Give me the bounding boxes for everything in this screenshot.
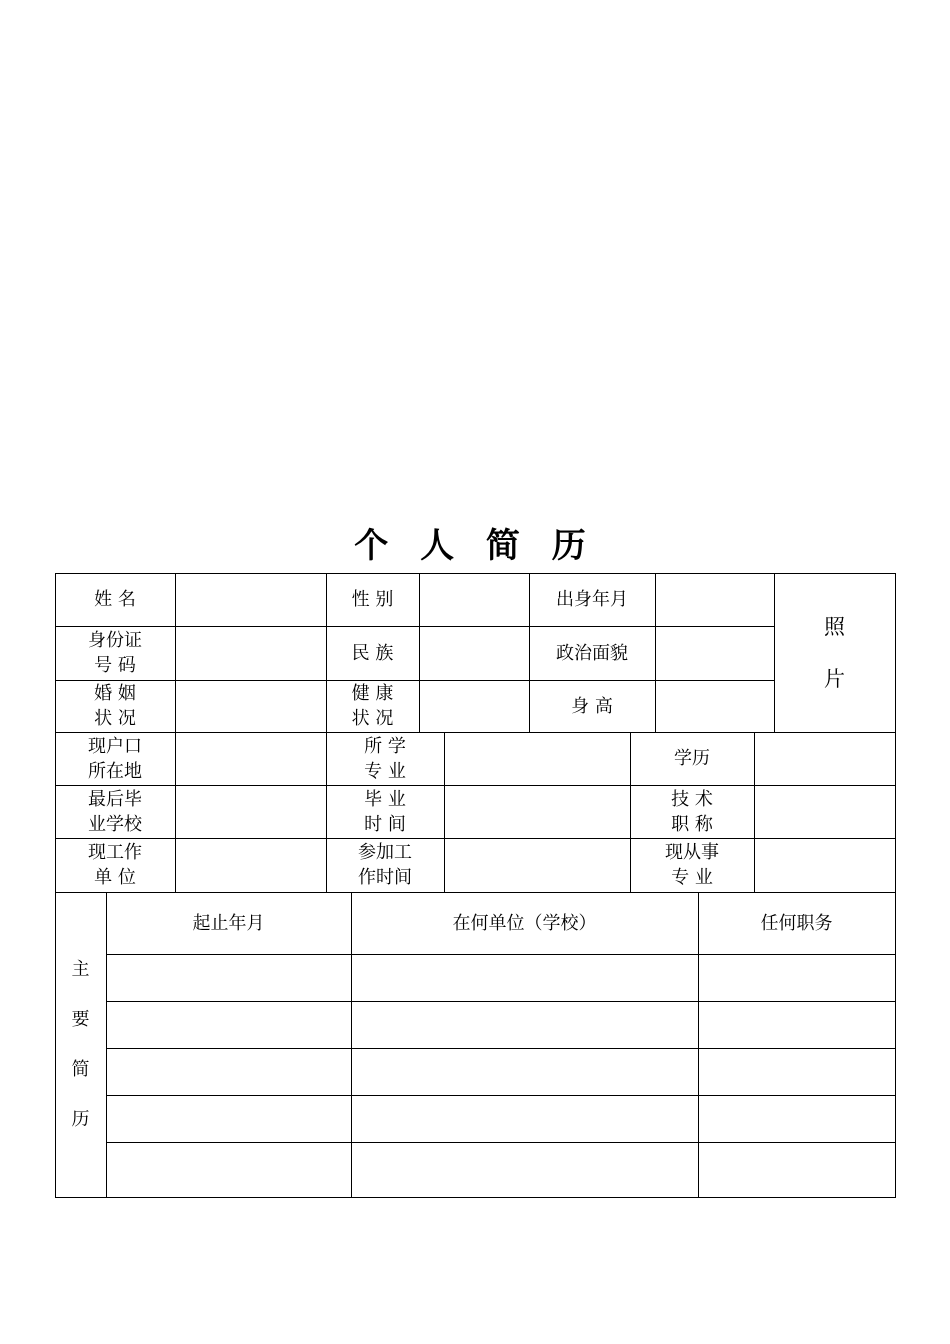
label-id-number: 身份证 号 码 bbox=[88, 630, 142, 676]
current-major-field[interactable] bbox=[754, 838, 895, 892]
grid-line bbox=[106, 1095, 896, 1096]
page-title: 个 人 简 历 bbox=[354, 526, 596, 566]
grid-line bbox=[55, 680, 775, 681]
grid-line bbox=[106, 892, 107, 1197]
label-marital: 婚 姻 状 况 bbox=[94, 683, 136, 729]
ethnicity-field[interactable] bbox=[419, 626, 529, 680]
label-height: 身 高 bbox=[571, 695, 613, 717]
label-gender: 性 别 bbox=[351, 589, 394, 610]
history-row-1[interactable] bbox=[106, 954, 895, 1001]
label-grad-time: 毕 业 时 间 bbox=[364, 788, 406, 835]
grid-line bbox=[774, 573, 775, 732]
birth-field[interactable] bbox=[655, 573, 774, 626]
label-birth: 出身年月 bbox=[556, 589, 628, 610]
education-field[interactable] bbox=[754, 732, 895, 785]
label-photo: 照 片 bbox=[824, 614, 845, 691]
label-work-unit: 现工作 单 位 bbox=[88, 842, 142, 888]
label-name: 姓 名 bbox=[94, 589, 136, 610]
name-field[interactable] bbox=[175, 573, 326, 626]
grid-line bbox=[106, 1048, 896, 1049]
label-current-major: 现从事 专 业 bbox=[665, 842, 719, 888]
history-header-period: 起止年月 bbox=[192, 912, 265, 934]
history-section-label bbox=[55, 892, 106, 1197]
grid-line bbox=[55, 573, 896, 574]
grid-line bbox=[351, 892, 352, 1197]
marital-field[interactable] bbox=[175, 680, 326, 732]
history-header-position: 任何职务 bbox=[760, 912, 833, 934]
history-row-5[interactable] bbox=[106, 1142, 895, 1197]
id-number-field[interactable] bbox=[175, 626, 326, 680]
grid-line bbox=[419, 573, 420, 732]
grid-line bbox=[55, 732, 896, 733]
grid-line bbox=[55, 573, 56, 1198]
label-education: 学历 bbox=[674, 748, 710, 769]
label-tech-title: 技 术 职 称 bbox=[671, 788, 713, 835]
grid-line bbox=[106, 1001, 896, 1002]
hukou-field[interactable] bbox=[175, 732, 326, 785]
label-political: 政治面貌 bbox=[556, 642, 628, 664]
history-row-4[interactable] bbox=[106, 1095, 895, 1142]
grid-line bbox=[55, 838, 896, 839]
history-header-unit: 在何单位（学校） bbox=[452, 912, 597, 934]
grid-line bbox=[655, 573, 656, 732]
grad-time-field[interactable] bbox=[444, 785, 630, 838]
grid-line bbox=[754, 732, 755, 892]
history-label-text: 主 要 简 历 bbox=[71, 958, 90, 1130]
label-health: 健 康 状 况 bbox=[351, 683, 394, 729]
grid-line bbox=[698, 892, 699, 1197]
school-field[interactable] bbox=[175, 785, 326, 838]
label-ethnicity: 民 族 bbox=[351, 642, 394, 664]
gender-field[interactable] bbox=[419, 573, 529, 626]
grid-line bbox=[630, 732, 631, 892]
health-field[interactable] bbox=[419, 680, 529, 732]
history-row-3[interactable] bbox=[106, 1048, 895, 1095]
grid-line bbox=[55, 1197, 896, 1198]
work-start-field[interactable] bbox=[444, 838, 630, 892]
tech-title-field[interactable] bbox=[754, 785, 895, 838]
grid-line bbox=[106, 954, 896, 955]
grid-line bbox=[106, 1142, 896, 1143]
grid-line bbox=[55, 785, 896, 786]
photo-box[interactable] bbox=[774, 573, 895, 732]
grid-line bbox=[444, 732, 445, 892]
label-hukou: 现户口 所在地 bbox=[88, 735, 142, 782]
label-school: 最后毕 业学校 bbox=[88, 788, 142, 835]
label-major: 所 学 专 业 bbox=[364, 735, 406, 782]
political-field[interactable] bbox=[655, 626, 774, 680]
grid-line bbox=[175, 573, 176, 892]
grid-line bbox=[529, 573, 530, 732]
work-unit-field[interactable] bbox=[175, 838, 326, 892]
grid-line bbox=[895, 573, 896, 1198]
height-field[interactable] bbox=[655, 680, 774, 732]
grid-line bbox=[55, 626, 775, 627]
grid-line bbox=[55, 892, 896, 893]
major-field[interactable] bbox=[444, 732, 630, 785]
grid-line bbox=[326, 573, 327, 892]
history-row-2[interactable] bbox=[106, 1001, 895, 1048]
label-work-start: 参加工 作时间 bbox=[358, 842, 412, 888]
